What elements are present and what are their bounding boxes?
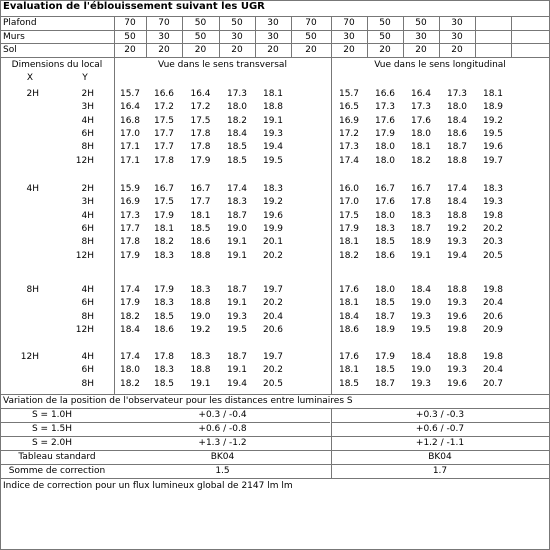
ugr-value-longitudinal: 19.8 [482, 352, 504, 362]
ugr-value-transverse: 19.6 [262, 210, 284, 221]
ugr-value-transverse: 17.5 [153, 197, 175, 208]
ugr-value-longitudinal: 18.1 [410, 142, 432, 153]
x-dimension: 12H [20, 352, 39, 362]
reflectance-value: 50 [231, 18, 243, 28]
ugr-value-transverse: 18.5 [153, 311, 175, 322]
ugr-value-longitudinal: 17.3 [338, 142, 360, 153]
ugr-value-longitudinal: 18.3 [410, 210, 432, 221]
ugr-value-transverse: 18.2 [153, 237, 175, 248]
reflectance-value: 20 [267, 45, 279, 55]
ugr-value-longitudinal: 18.4 [410, 285, 432, 295]
ugr-value-transverse: 18.3 [190, 352, 211, 362]
ugr-value-transverse: 17.1 [119, 142, 141, 153]
ugr-value-transverse: 18.8 [190, 365, 211, 376]
ugr-value-transverse: 17.8 [153, 352, 175, 362]
ugr-value-longitudinal: 16.7 [410, 184, 432, 194]
y-dimension: 4H [81, 285, 94, 295]
ugr-value-longitudinal: 19.0 [410, 298, 432, 309]
ugr-value-longitudinal: 17.0 [338, 197, 360, 208]
ugr-value-longitudinal: 19.8 [482, 210, 504, 221]
ugr-value-transverse: 18.1 [190, 210, 211, 221]
reflectance-value: 50 [124, 32, 136, 42]
ugr-value-transverse: 17.8 [153, 155, 175, 166]
ugr-value-longitudinal: 18.0 [410, 128, 432, 139]
variation-title: Variation de la position de l'observateur pour les distances entre luminaires S [3, 396, 353, 406]
standard-table-label: Tableau standard [18, 452, 96, 462]
ugr-value-transverse: 16.4 [190, 89, 211, 99]
ugr-value-longitudinal: 18.1 [338, 237, 360, 248]
ugr-value-transverse: 19.1 [190, 378, 211, 389]
ugr-value-transverse: 19.3 [262, 128, 284, 139]
ugr-value-transverse: 17.9 [119, 298, 141, 309]
reflectance-value: 20 [379, 45, 391, 55]
variation-label: S = 1.5H [31, 424, 73, 434]
ugr-value-longitudinal: 18.5 [374, 365, 396, 376]
ugr-value-transverse: 17.8 [119, 237, 141, 248]
ugr-value-transverse: 18.7 [226, 210, 248, 221]
reflectance-value: 30 [267, 18, 279, 28]
ugr-value-transverse: 16.9 [119, 197, 141, 208]
ugr-value-transverse: 18.5 [226, 142, 248, 153]
ugr-value-transverse: 17.1 [119, 155, 141, 166]
reflectance-value: 50 [415, 18, 427, 28]
ugr-value-longitudinal: 18.3 [482, 184, 504, 194]
ugr-value-longitudinal: 18.6 [338, 324, 360, 335]
ugr-value-longitudinal: 18.5 [338, 378, 360, 389]
ugr-value-transverse: 18.2 [119, 311, 141, 322]
reflectance-value: 20 [194, 45, 207, 55]
ugr-value-longitudinal: 18.9 [374, 324, 396, 335]
ugr-value-longitudinal: 18.4 [446, 115, 468, 126]
reflectance-value: 50 [379, 18, 391, 28]
ugr-value-longitudinal: 17.9 [338, 223, 360, 234]
ugr-value-transverse: 19.5 [262, 155, 284, 166]
ugr-value-transverse: 19.1 [226, 298, 248, 309]
ugr-value-transverse: 18.5 [226, 155, 248, 166]
ugr-value-transverse: 18.5 [190, 223, 211, 234]
ugr-value-transverse: 16.6 [153, 89, 175, 99]
ugr-value-longitudinal: 18.9 [482, 102, 504, 113]
ugr-value-longitudinal: 17.3 [374, 102, 396, 113]
ugr-value-longitudinal: 18.8 [446, 210, 468, 221]
ugr-value-transverse: 19.2 [262, 197, 284, 208]
ugr-value-longitudinal: 18.5 [374, 237, 396, 248]
ugr-value-longitudinal: 19.1 [410, 250, 432, 261]
ugr-value-transverse: 19.2 [190, 324, 211, 335]
ugr-value-longitudinal: 19.3 [446, 237, 468, 248]
ugr-value-transverse: 17.7 [190, 197, 211, 208]
ugr-value-longitudinal: 17.2 [338, 128, 360, 139]
ugr-value-transverse: 19.5 [226, 324, 248, 335]
reflectance-value: 20 [415, 45, 427, 55]
ugr-value-longitudinal: 17.4 [446, 184, 468, 194]
y-dimension: 4H [81, 352, 94, 362]
ugr-value-transverse: 17.2 [190, 102, 211, 113]
reflectance-value: 70 [124, 18, 136, 28]
x-dimension: 8H [26, 285, 39, 295]
ugr-value-longitudinal: 20.7 [482, 378, 504, 389]
variation-transverse: +0.3 / -0.4 [198, 410, 247, 420]
ugr-value-transverse: 20.2 [262, 365, 284, 376]
ugr-value-longitudinal: 16.0 [338, 184, 360, 194]
ugr-value-transverse: 19.4 [226, 378, 248, 389]
ugr-value-transverse: 17.3 [119, 210, 141, 221]
y-dimension: 12H [75, 155, 94, 166]
ugr-value-longitudinal: 19.3 [482, 197, 504, 208]
correction-sum-transverse: 1.5 [215, 466, 230, 476]
ugr-value-transverse: 17.3 [226, 89, 248, 99]
ugr-value-transverse: 17.4 [119, 285, 141, 295]
ugr-value-longitudinal: 18.2 [338, 250, 360, 261]
ugr-value-longitudinal: 17.4 [338, 155, 360, 166]
ugr-value-longitudinal: 19.3 [446, 298, 468, 309]
ugr-value-transverse: 19.7 [262, 352, 284, 362]
ugr-value-transverse: 19.4 [262, 142, 284, 153]
ugr-value-longitudinal: 19.6 [446, 311, 468, 322]
ugr-value-transverse: 18.3 [262, 184, 284, 194]
ugr-value-transverse: 18.3 [153, 298, 175, 309]
ugr-value-transverse: 18.2 [119, 378, 141, 389]
ugr-value-longitudinal: 19.2 [482, 115, 504, 126]
ugr-value-longitudinal: 19.6 [482, 142, 504, 153]
reflectance-value: 50 [194, 32, 207, 42]
reflectance-value: 20 [305, 45, 317, 55]
variation-label: S = 2.0H [31, 438, 73, 448]
ugr-value-longitudinal: 18.5 [374, 298, 396, 309]
y-dimension: 6H [81, 365, 94, 376]
ugr-value-longitudinal: 16.4 [410, 89, 432, 99]
ugr-value-longitudinal: 18.9 [410, 237, 432, 248]
ugr-value-longitudinal: 18.7 [446, 142, 468, 153]
variation-label: S = 1.0H [31, 410, 73, 420]
correction-sum-label: Somme de correction [8, 466, 106, 476]
page-title: Evaluation de l'éblouissement suivant les UGR [3, 1, 265, 12]
ugr-value-longitudinal: 19.2 [446, 223, 468, 234]
ugr-value-transverse: 18.8 [190, 250, 211, 261]
ugr-value-transverse: 19.1 [226, 237, 248, 248]
ugr-value-transverse: 19.0 [190, 311, 211, 322]
ugr-value-transverse: 18.8 [190, 298, 211, 309]
y-dimension: 12H [75, 250, 94, 261]
ugr-value-transverse: 19.1 [226, 250, 248, 261]
ugr-value-transverse: 16.8 [119, 115, 141, 126]
ugr-value-longitudinal: 17.6 [338, 285, 360, 295]
reflectance-value: 30 [158, 32, 170, 42]
ugr-value-transverse: 20.1 [262, 237, 284, 248]
reflectance-value: 20 [451, 45, 463, 55]
reflectance-value: 30 [451, 32, 463, 42]
variation-transverse: +0.6 / -0.8 [198, 424, 247, 434]
y-dimension: 8H [81, 311, 94, 322]
ugr-value-longitudinal: 18.4 [410, 352, 432, 362]
reflectance-label: Sol [3, 45, 17, 55]
ugr-value-transverse: 18.6 [190, 237, 211, 248]
ugr-value-longitudinal: 17.6 [374, 115, 396, 126]
reflectance-value: 30 [231, 32, 243, 42]
ugr-value-longitudinal: 20.6 [482, 311, 504, 322]
ugr-value-transverse: 15.9 [119, 184, 141, 194]
transverse-header: Vue dans le sens transversal [158, 60, 287, 70]
ugr-value-longitudinal: 19.8 [446, 324, 468, 335]
ugr-value-longitudinal: 16.9 [338, 115, 360, 126]
ugr-value-longitudinal: 17.3 [410, 102, 432, 113]
y-dimension: 6H [81, 298, 94, 309]
y-dimension: 2H [81, 89, 94, 99]
column-divider [511, 16, 512, 57]
ugr-value-longitudinal: 15.7 [338, 89, 360, 99]
ugr-value-transverse: 20.2 [262, 298, 284, 309]
ugr-value-transverse: 18.5 [153, 378, 175, 389]
reflectance-value: 20 [158, 45, 170, 55]
ugr-value-transverse: 18.7 [226, 285, 248, 295]
ugr-value-transverse: 18.7 [226, 352, 248, 362]
ugr-value-longitudinal: 18.8 [446, 285, 468, 295]
ugr-value-longitudinal: 18.7 [410, 223, 432, 234]
ugr-value-longitudinal: 17.9 [374, 128, 396, 139]
ugr-value-longitudinal: 18.0 [374, 155, 396, 166]
reflectance-value: 20 [231, 45, 243, 55]
ugr-value-longitudinal: 17.8 [410, 197, 432, 208]
ugr-value-longitudinal: 18.6 [446, 128, 468, 139]
ugr-value-longitudinal: 19.7 [482, 155, 504, 166]
ugr-value-transverse: 17.9 [119, 250, 141, 261]
standard-table-longitudinal: BK04 [428, 452, 452, 462]
ugr-value-transverse: 18.3 [153, 365, 175, 376]
ugr-value-transverse: 17.7 [119, 223, 141, 234]
ugr-value-transverse: 18.4 [226, 128, 248, 139]
column-divider [475, 16, 476, 57]
reflectance-value: 20 [343, 45, 355, 55]
ugr-value-longitudinal: 19.6 [446, 378, 468, 389]
footer-note: Indice de correction pour un flux lumineux global de 2147 lm lm [3, 481, 293, 491]
ugr-value-transverse: 17.7 [153, 128, 175, 139]
ugr-value-transverse: 19.1 [226, 365, 248, 376]
ugr-value-longitudinal: 20.3 [482, 237, 504, 248]
y-dimension: 2H [81, 184, 94, 194]
y-dimension: 3H [81, 197, 94, 208]
ugr-value-transverse: 16.7 [190, 184, 211, 194]
ugr-value-longitudinal: 19.4 [446, 250, 468, 261]
ugr-value-transverse: 17.9 [153, 210, 175, 221]
y-dimension: 6H [81, 128, 94, 139]
ugr-value-longitudinal: 20.2 [482, 223, 504, 234]
ugr-value-transverse: 18.3 [226, 197, 248, 208]
x-label: X [26, 73, 34, 83]
ugr-value-transverse: 18.0 [226, 102, 248, 113]
ugr-value-transverse: 19.1 [262, 115, 284, 126]
y-dimension: 8H [81, 142, 94, 153]
ugr-value-longitudinal: 18.0 [374, 285, 396, 295]
ugr-value-transverse: 19.9 [262, 223, 284, 234]
reflectance-label: Murs [3, 32, 25, 42]
y-dimension: 6H [81, 223, 94, 234]
ugr-value-transverse: 17.5 [190, 115, 211, 126]
ugr-value-transverse: 18.3 [153, 250, 175, 261]
y-label: Y [82, 73, 88, 83]
ugr-value-longitudinal: 16.7 [374, 184, 396, 194]
ugr-value-longitudinal: 20.4 [482, 365, 504, 376]
reflectance-label: Plafond [3, 18, 37, 28]
reflectance-value: 20 [124, 45, 136, 55]
ugr-value-longitudinal: 18.0 [374, 142, 396, 153]
longitudinal-header: Vue dans le sens longitudinal [374, 60, 506, 70]
ugr-value-transverse: 20.4 [262, 311, 284, 322]
ugr-value-transverse: 17.2 [153, 102, 175, 113]
ugr-value-transverse: 17.9 [190, 155, 211, 166]
y-dimension: 8H [81, 378, 94, 389]
ugr-value-longitudinal: 19.8 [482, 285, 504, 295]
room-dimensions-label: Dimensions du local [11, 60, 103, 70]
ugr-value-longitudinal: 18.4 [338, 311, 360, 322]
reflectance-value: 30 [451, 18, 463, 28]
frame-top [0, 0, 550, 1]
ugr-value-longitudinal: 19.3 [410, 378, 432, 389]
ugr-value-longitudinal: 18.6 [374, 250, 396, 261]
ugr-value-longitudinal: 19.3 [410, 311, 432, 322]
reflectance-value: 50 [305, 32, 317, 42]
ugr-value-transverse: 18.3 [190, 285, 211, 295]
reflectance-value: 70 [343, 18, 355, 28]
ugr-value-longitudinal: 17.6 [374, 197, 396, 208]
correction-sum-longitudinal: 1.7 [432, 466, 448, 476]
ugr-value-transverse: 17.0 [119, 128, 141, 139]
ugr-value-longitudinal: 20.4 [482, 298, 504, 309]
reflectance-value: 50 [379, 32, 391, 42]
ugr-value-transverse: 16.4 [119, 102, 141, 113]
variation-longitudinal: +0.6 / -0.7 [415, 424, 465, 434]
ugr-value-longitudinal: 20.5 [482, 250, 504, 261]
ugr-value-transverse: 17.8 [190, 142, 211, 153]
ugr-value-longitudinal: 17.6 [338, 352, 360, 362]
ugr-value-longitudinal: 18.1 [338, 365, 360, 376]
ugr-value-longitudinal: 17.5 [338, 210, 360, 221]
ugr-value-longitudinal: 18.8 [446, 352, 468, 362]
ugr-value-longitudinal: 18.0 [446, 102, 468, 113]
ugr-value-longitudinal: 18.7 [374, 378, 396, 389]
ugr-value-transverse: 17.5 [153, 115, 175, 126]
ugr-value-transverse: 19.3 [226, 311, 248, 322]
ugr-value-longitudinal: 16.5 [338, 102, 360, 113]
variation-longitudinal: +1.2 / -1.1 [415, 438, 465, 448]
reflectance-value: 30 [415, 32, 427, 42]
ugr-value-transverse: 18.8 [262, 102, 284, 113]
reflectance-value: 50 [194, 18, 207, 28]
ugr-value-longitudinal: 18.1 [482, 89, 504, 99]
y-dimension: 12H [75, 324, 94, 335]
ugr-value-longitudinal: 17.3 [446, 89, 468, 99]
ugr-value-transverse: 18.1 [153, 223, 175, 234]
standard-table-transverse: BK04 [210, 452, 235, 462]
ugr-value-longitudinal: 17.9 [374, 352, 396, 362]
ugr-value-longitudinal: 18.3 [374, 223, 396, 234]
ugr-value-transverse: 15.7 [119, 89, 141, 99]
ugr-value-transverse: 18.2 [226, 115, 248, 126]
ugr-value-transverse: 17.4 [226, 184, 248, 194]
ugr-value-transverse: 18.0 [119, 365, 141, 376]
ugr-value-longitudinal: 18.4 [446, 197, 468, 208]
ugr-value-transverse: 17.9 [153, 285, 175, 295]
ugr-value-transverse: 17.8 [190, 128, 211, 139]
variation-transverse: +1.3 / -1.2 [198, 438, 247, 448]
ugr-value-longitudinal: 17.6 [410, 115, 432, 126]
ugr-value-transverse: 18.6 [153, 324, 175, 335]
ugr-value-transverse: 19.0 [226, 223, 248, 234]
y-dimension: 4H [81, 210, 94, 221]
reflectance-value: 30 [267, 32, 279, 42]
ugr-value-transverse: 16.7 [153, 184, 175, 194]
reflectance-value: 30 [343, 32, 355, 42]
y-dimension: 3H [81, 102, 94, 113]
reflectance-value: 70 [305, 18, 317, 28]
ugr-value-transverse: 17.7 [153, 142, 175, 153]
ugr-value-transverse: 18.1 [262, 89, 284, 99]
ugr-value-transverse: 20.5 [262, 378, 284, 389]
ugr-value-longitudinal: 18.8 [446, 155, 468, 166]
ugr-value-longitudinal: 18.2 [410, 155, 432, 166]
ugr-value-longitudinal: 16.6 [374, 89, 396, 99]
x-dimension: 4H [26, 184, 39, 194]
ugr-value-longitudinal: 18.7 [374, 311, 396, 322]
ugr-value-transverse: 20.6 [262, 324, 284, 335]
ugr-value-transverse: 18.4 [119, 324, 141, 335]
reflectance-value: 70 [158, 18, 170, 28]
variation-longitudinal: +0.3 / -0.3 [415, 410, 465, 420]
ugr-value-longitudinal: 19.5 [482, 128, 504, 139]
y-dimension: 8H [81, 237, 94, 248]
ugr-value-transverse: 17.4 [119, 352, 141, 362]
ugr-value-longitudinal: 19.5 [410, 324, 432, 335]
ugr-value-transverse: 20.2 [262, 250, 284, 261]
ugr-value-longitudinal: 20.9 [482, 324, 504, 335]
y-dimension: 4H [81, 115, 94, 126]
ugr-value-longitudinal: 19.3 [446, 365, 468, 376]
ugr-value-longitudinal: 18.1 [338, 298, 360, 309]
ugr-value-longitudinal: 18.0 [374, 210, 396, 221]
x-dimension: 2H [26, 89, 39, 99]
ugr-value-longitudinal: 19.0 [410, 365, 432, 376]
ugr-value-transverse: 19.7 [262, 285, 284, 295]
